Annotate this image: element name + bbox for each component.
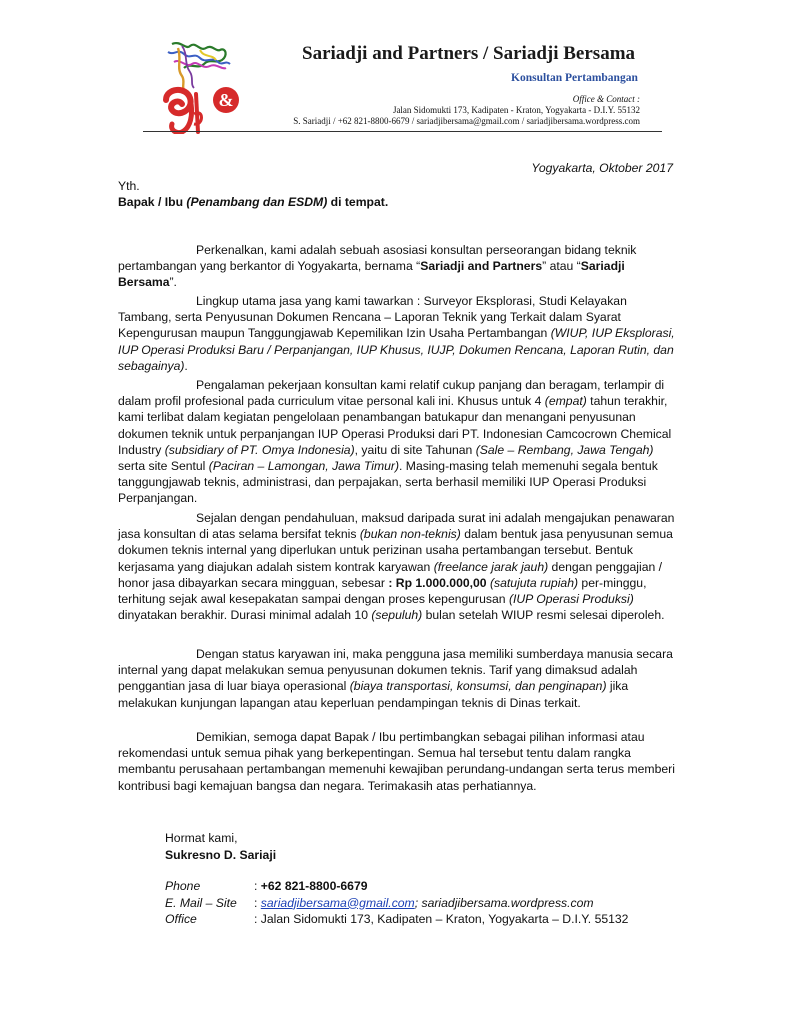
- email-link[interactable]: sariadjibersama@gmail.com: [260, 895, 415, 910]
- site-value: sariadjibersama.wordpress.com: [421, 895, 594, 910]
- letter-date: Yogyakarta, Oktober 2017: [531, 161, 673, 175]
- recipient: Bapak / Ibu (Penambang dan ESDM) di tempat.: [118, 195, 389, 209]
- office-label: Office: [165, 912, 197, 926]
- sp-monogram-logo-icon: [160, 38, 250, 134]
- closing-greeting: Hormat kami,: [165, 831, 238, 845]
- header-contact-line: S. Sariadji / +62 821-8800-6679 / sariadjibersama@gmail.com / sariadjibersama.wordpress.com: [293, 116, 640, 126]
- paragraph-closing: Demikian, semoga dapat Bapak / Ibu pertimbangkan sebagai pilihan informasi atau rekomendasi untuk semua pihak yang berkepentingan. Semua hal tersebut tentu dalam rangka membantu perusahaan pertambangan memenuhi kewajiban perundang-undangan serta terus memberi kontribusi bagi kemajuan bangsa dan negara. Terimakasih atas perhatiannya.: [118, 730, 675, 793]
- paragraph-scope: Lingkup utama jasa yang kami tawarkan : Surveyor Eksplorasi, Studi Kelayakan Tambang, serta Penyusunan Dokumen Rencana – Laporan Teknik yang Terkait dalam Syarat Kepengurusan maupun Tanggungjawab Kepemilikan Izin Usaha Pertambangan (WIUP, IUP Eksplorasi, IUP Operasi Produksi Baru / Perpanjangan, IUP Khusus, IUJP, Dokumen Rencana, Laporan Rutin, dan sebagainya).: [118, 294, 675, 373]
- phone-value: : +62 821-8800-6679: [254, 879, 368, 893]
- company-name: Sariadji and Partners / Sariadji Bersama: [302, 43, 636, 64]
- signatory-name: Sukresno D. Sariaji: [165, 847, 277, 862]
- office-contact-label: Office & Contact :: [572, 94, 640, 104]
- paragraph-offer: Sejalan dengan pendahuluan, maksud daripada surat ini adalah mengajukan penawaran jasa konsultan di atas selama bersifat teknis (bukan non-teknis) dalam bentuk jasa penyusunan semua dokumen teknis internal yang diperlukan untuk perizinan usaha pertambangan tersebut. Bentuk kerjasama yang diajukan adalah sistem kontrak karyawan (freelance jarak jauh) dengan penggajian / honor jasa dibayarkan secara mingguan, sebesar : Rp 1.000.000,00 (satujuta rupiah) per-minggu, terhitung sejak awal kesepakatan sampai dengan proses kepengurusan (IUP Operasi Produksi) dinyatakan berakhir. Durasi minimal adalah 10 (sepuluh) bulan setelah WIUP resmi selesai diperoleh.: [118, 511, 675, 623]
- office-value: : Jalan Sidomukti 173, Kadipaten – Kraton, Yogyakarta – D.I.Y. 55132: [254, 912, 629, 926]
- email-label: E. Mail – Site: [165, 895, 237, 910]
- email-value: : sariadjibersama@gmail.com; sariadjibersama.wordpress.com: [254, 895, 594, 910]
- header-address: Jalan Sidomukti 173, Kadipaten - Kraton, Yogyakarta - D.I.Y. 55132: [392, 105, 640, 115]
- company-subtitle: Konsultan Pertambangan: [511, 72, 638, 84]
- salutation: Yth.: [118, 179, 140, 193]
- signature-block: [165, 830, 276, 863]
- paragraph-experience: Pengalaman pekerjaan konsultan kami relatif cukup panjang dan beragam, terlampir di dalam profil profesional pada curriculum vitae personal kali ini. Khusus untuk 4 (empat) tahun terakhir, kami terlibat dalam kegiatan pengelolaan penambangan batukapur dan menangani penyusunan dokumen teknik untuk perpanjangan IUP Operasi Produksi dari PT. Indonesian Camcocrown Chemical Industry (subsidiary of PT. Omya Indonesia), yaitu di site Tahunan (Sale – Rembang, Jawa Tengah) serta site Sentul (Paciran – Lamongan, Jawa Timur). Masing-masing telah memenuhi segala bentuk tanggungjawab teknis, administrasi, dan perpajakan, serta berhasil memiliki IUP Operasi Produksi Perpanjangan.: [118, 378, 672, 506]
- phone-label: Phone: [165, 879, 201, 893]
- paragraph-introduction: Perkenalkan, kami adalah sebuah asosiasi konsultan perseorangan bidang teknik pertambangan yang berkantor di Yogyakarta, bernama “Sariadji and Partners” atau “Sariadji Bersama”.: [118, 243, 637, 290]
- paragraph-employment-status: Dengan status karyawan ini, maka pengguna jasa memiliki sumberdaya manusia secara internal yang dapat melakukan semua penyusunan dokumen teknis. Tarif yang dimaksud adalah penggantian jasa di luar biaya operasional (biaya transportasi, konsumsi, dan penginapan) jika melakukan kunjungan lapangan atau keperluan pendampingan teknis di Dinas terkait.: [118, 647, 673, 710]
- header-divider: [143, 131, 662, 132]
- svg-text:&: &: [218, 90, 234, 110]
